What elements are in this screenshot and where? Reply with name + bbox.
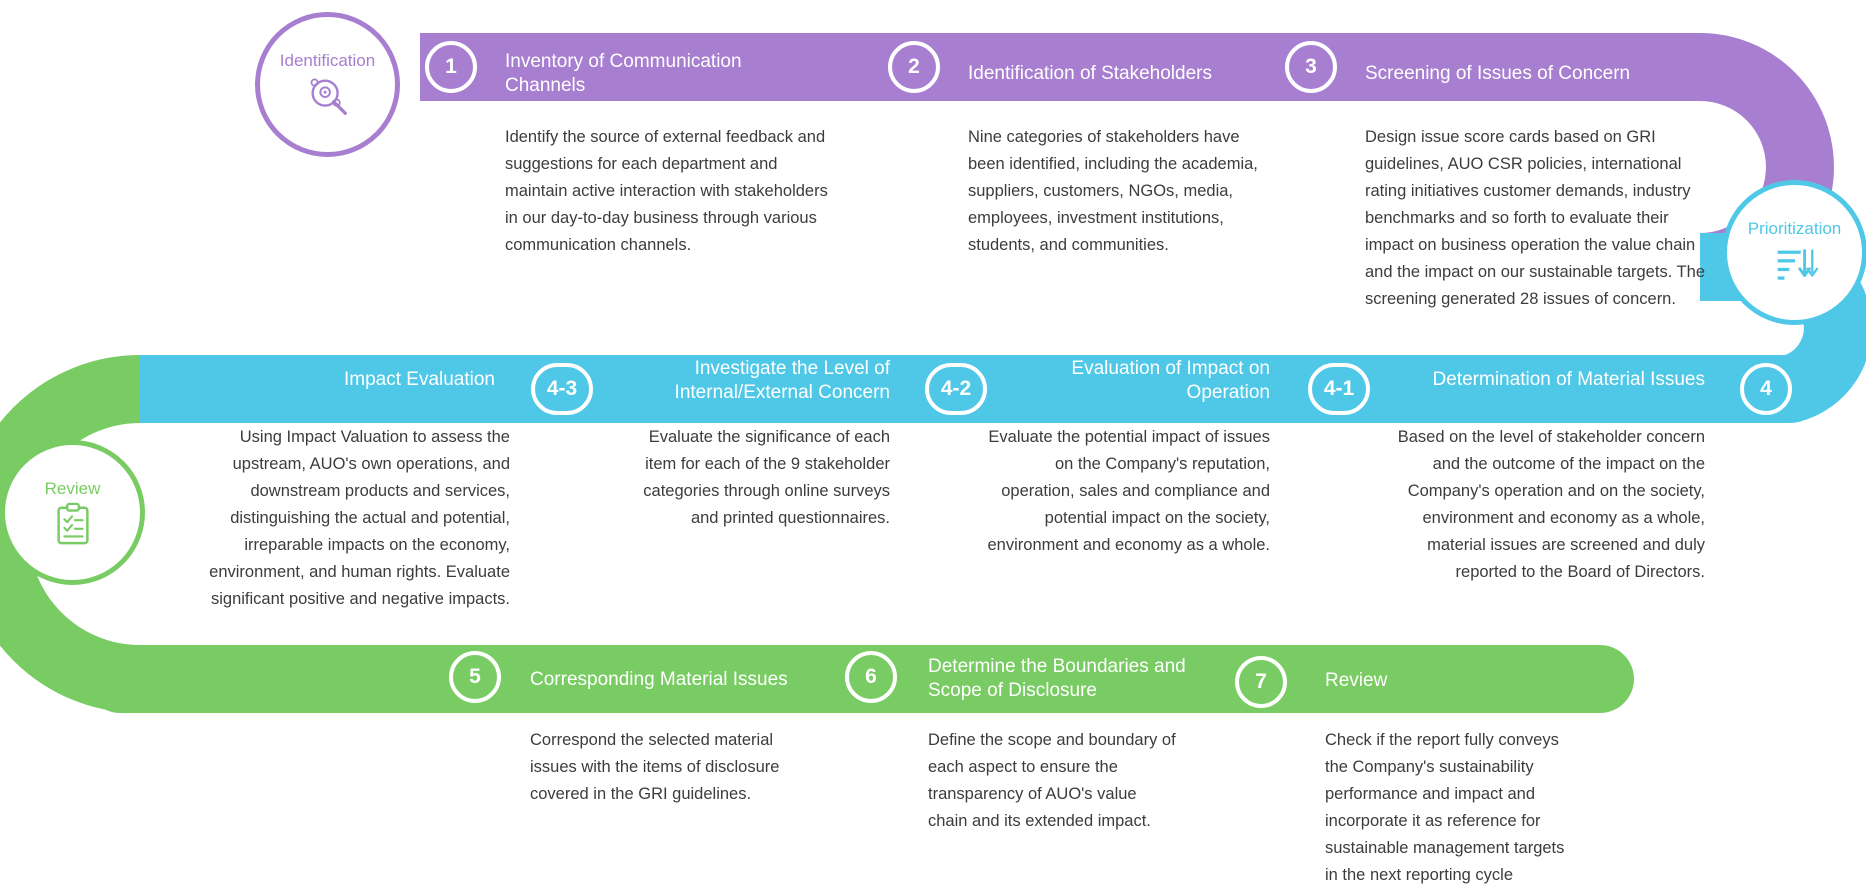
step-title-5: Corresponding Material Issues	[530, 669, 788, 690]
step-number-1: 1	[425, 41, 477, 93]
step-title-4-3: Impact Evaluation	[343, 369, 495, 390]
step-number-4: 4	[1740, 363, 1792, 415]
step-title-4-1: Evaluation of Impact on Operation	[1071, 358, 1270, 403]
stage-prioritization-label: Prioritization	[1747, 218, 1842, 238]
step-body-4-1: Evaluate the potential impact of issues on the Company's reputation, operation, sales and compliance and potential impact on the society, environment and economy as a whole.	[987, 428, 1270, 554]
stage-prioritization	[1722, 180, 1866, 325]
step-title-4-2: Investigate the Level of Internal/External Concern	[674, 358, 890, 403]
step-body-6: Define the scope and boundary of each aspect to ensure the transparency of AUO's value chain and its extended impact.	[928, 731, 1176, 830]
step-title-7: Review	[1325, 670, 1388, 691]
step-number-4-3: 4-3	[531, 363, 593, 415]
step-body-4-3: Using Impact Valuation to assess the upstream, AUO's own operations, and downstream products and services, distinguishing the actual and potential, irreparable impacts on the economy, environment, and human rights. Evaluate significant positive and negative impacts.	[209, 428, 510, 608]
step-body-5: Correspond the selected material issues with the items of disclosure covered in the GRI guidelines.	[530, 731, 780, 803]
step-number-7: 7	[1235, 656, 1287, 708]
step-body-2: Nine categories of stakeholders have been identified, including the academia, suppliers, customers, NGOs, media, employees, investment institutions, students, and communities.	[968, 128, 1258, 254]
clipboard-checklist-icon	[50, 501, 96, 547]
step-title-6: Determine the Boundaries and Scope of Disclosure	[928, 656, 1186, 701]
step-body-7: Check if the report fully conveys the Company's sustainability performance and impact and incorporate it as reference for sustainable management targets in the next reporting cycle	[1325, 731, 1565, 884]
step-number-4-2: 4-2	[925, 363, 987, 415]
step-title-4: Determination of Material Issues	[1432, 369, 1705, 390]
step-body-4: Based on the level of stakeholder concern and the outcome of the impact on the Company's operation and on the society, environment and economy as a whole, material issues are screened and duly reported to the Board of Directors.	[1397, 428, 1705, 581]
step-number-4-1: 4-1	[1308, 363, 1370, 415]
step-number-3: 3	[1285, 41, 1337, 93]
stage-review-label: Review	[44, 478, 101, 498]
sort-descending-icon	[1772, 241, 1818, 287]
step-number-5: 5	[449, 651, 501, 703]
step-number-2: 2	[888, 41, 940, 93]
step-body-3: Design issue score cards based on GRI guidelines, AUO CSR policies, international rating initiatives customer demands, industry benchmarks and so forth to evaluate their impact on business operation the value chain and the impact on our sustainable targets. The screening generated 28 issues of concern.	[1365, 128, 1705, 308]
step-title-1: Inventory of Communication Channels	[505, 51, 742, 96]
stage-review	[0, 440, 145, 585]
stage-identification	[255, 12, 400, 157]
stage-identification-label: Identification	[279, 50, 376, 70]
step-title-3: Screening of Issues of Concern	[1365, 63, 1631, 84]
step-number-6: 6	[845, 651, 897, 703]
step-body-1: Identify the source of external feedback and suggestions for each department and maintain active interaction with stakeholders in our day-to-day business through various communication channels.	[505, 128, 828, 254]
step-title-2: Identification of Stakeholders	[968, 63, 1212, 84]
step-body-4-2: Evaluate the significance of each item for each of the 9 stakeholder categories through online surveys and printed questionnaires.	[643, 428, 890, 527]
magnifier-gear-icon	[305, 73, 351, 119]
